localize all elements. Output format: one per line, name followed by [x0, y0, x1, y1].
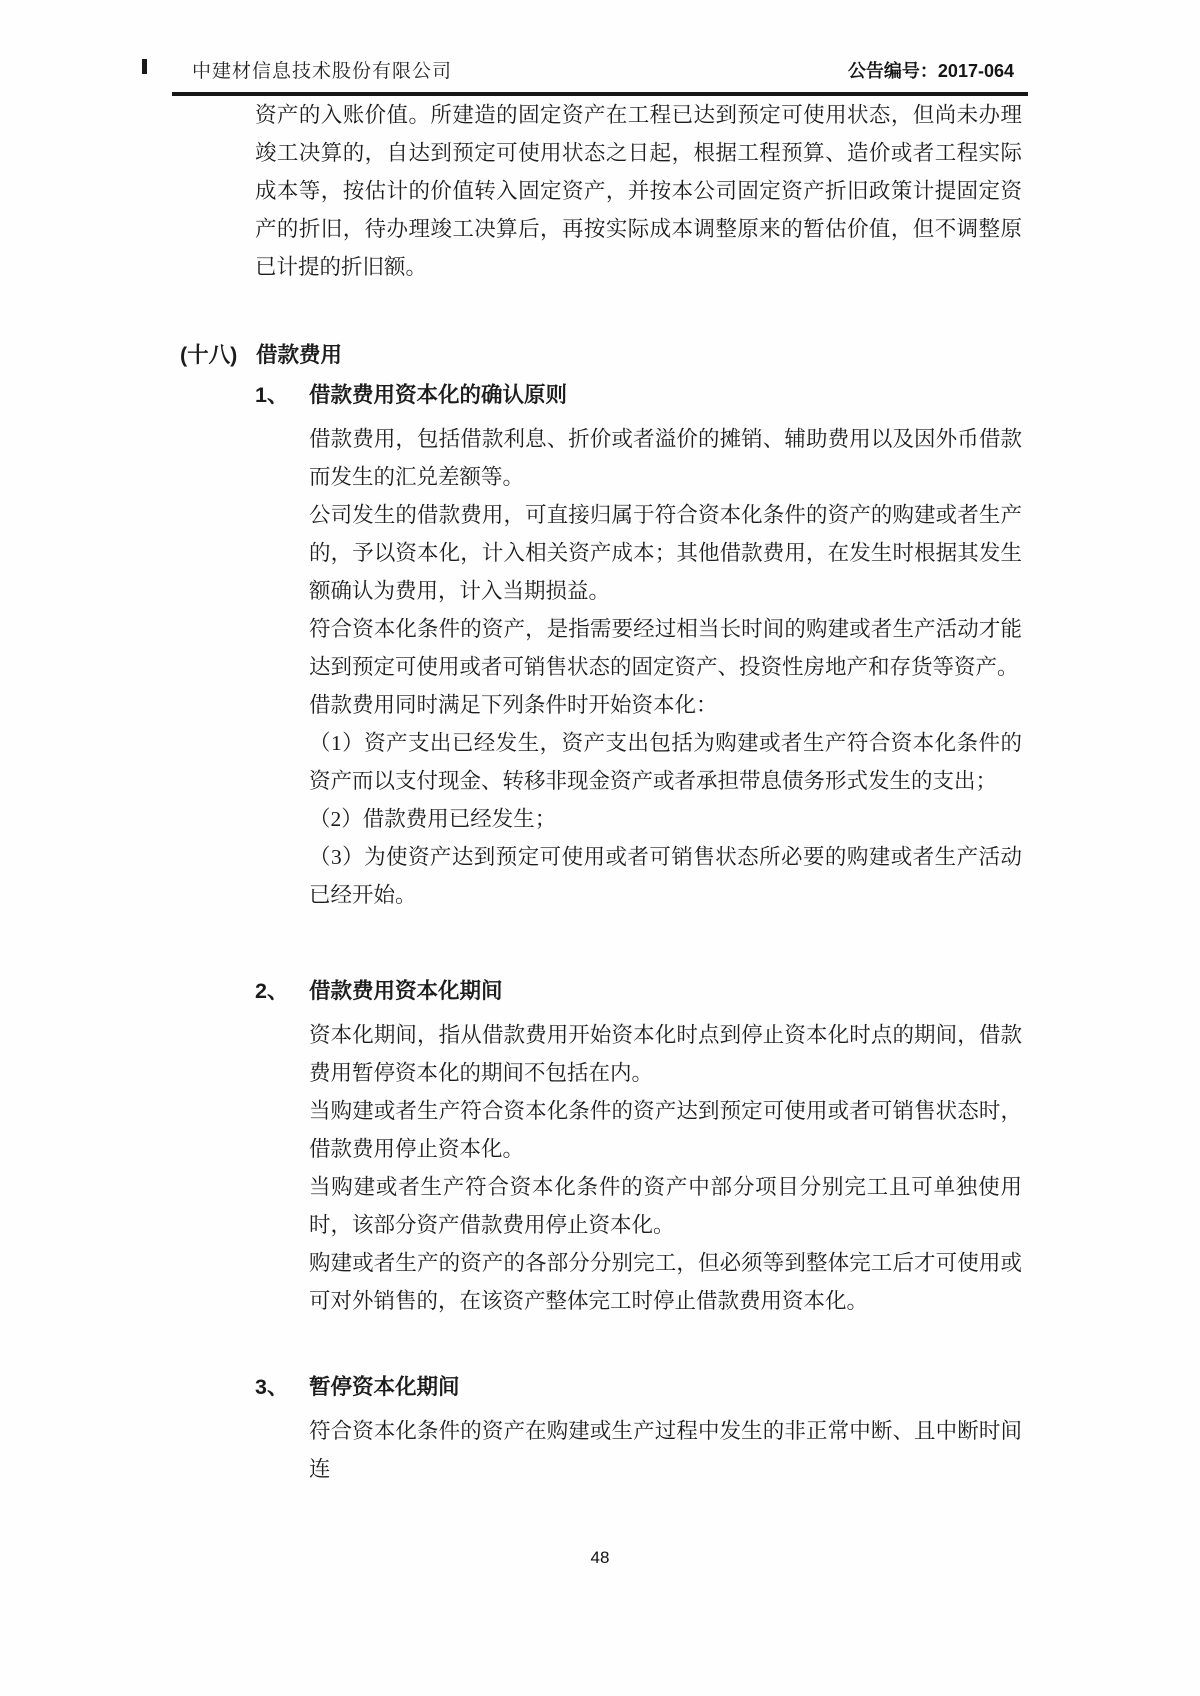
paragraph: 当购建或者生产符合资本化条件的资产中部分项目分别完工且可单独使用时，该部分资产借款费用停止资本化。 — [309, 1175, 1022, 1237]
subsection-number: 2、 — [255, 979, 289, 1003]
subsection-body — [309, 1016, 1022, 1320]
page-footer — [0, 1548, 1200, 1568]
company-name: 中建材信息技术股份有限公司 — [192, 61, 453, 82]
intro-paragraph: 资产的入账价值。所建造的固定资产在工程已达到预定可使用状态，但尚未办理竣工决算的，自达到预定可使用状态之日起，根据工程预算、造价或者工程实际成本等，按估计的价值转入固定资产，并按本公司固定资产折旧政策计提固定资产的折旧，待办理竣工决算后，再按实际成本调整原来的暂估价值，但不调整原已计提的折旧额。 — [255, 103, 1022, 279]
subsection-title: 暂停资本化期间 — [309, 1375, 460, 1399]
subsection-heading — [255, 376, 1022, 414]
paragraph: （2）借款费用已经发生； — [309, 807, 557, 831]
paragraph: 公司发生的借款费用，可直接归属于符合资本化条件的资产的购建或者生产的，予以资本化，计入相关资产成本；其他借款费用，在发生时根据其发生额确认为费用，计入当期损益。 — [309, 503, 1022, 603]
paragraph: 符合资本化条件的资产，是指需要经过相当长时间的购建或者生产活动才能达到预定可使用或者可销售状态的固定资产、投资性房地产和存货等资产。 — [309, 617, 1022, 679]
document-body — [180, 96, 1022, 1488]
section-heading — [180, 336, 1022, 374]
section-title: 借款费用 — [256, 343, 343, 367]
page-number: 48 — [590, 1548, 610, 1567]
subsection-number: 3、 — [255, 1375, 289, 1399]
paragraph: 借款费用同时满足下列条件时开始资本化： — [309, 693, 718, 717]
subsection-number: 1、 — [255, 383, 289, 407]
subsection-title: 借款费用资本化期间 — [309, 979, 503, 1003]
subsection-body — [309, 420, 1022, 914]
page-header — [172, 0, 1028, 96]
subsection-heading — [255, 1368, 1022, 1406]
paragraph: 符合资本化条件的资产在购建或生产过程中发生的非正常中断、且中断时间连 — [309, 1419, 1022, 1481]
paragraph: 借款费用，包括借款利息、折价或者溢价的摊销、辅助费用以及因外币借款而发生的汇兑差额等。 — [309, 427, 1022, 489]
paragraph: 资本化期间，指从借款费用开始资本化时点到停止资本化时点的期间，借款费用暂停资本化的期间不包括在内。 — [309, 1023, 1022, 1085]
subsection-body — [309, 1412, 1022, 1488]
scan-artifact — [142, 59, 147, 74]
subsection-2 — [255, 972, 1022, 1320]
subsection-title: 借款费用资本化的确认原则 — [309, 383, 568, 407]
paragraph: 当购建或者生产符合资本化条件的资产达到预定可使用或者可销售状态时，借款费用停止资本化。 — [309, 1099, 1022, 1161]
subsection-1 — [255, 376, 1022, 914]
announcement-number: 公告编号：2017-064 — [847, 61, 1014, 81]
subsection-3 — [255, 1368, 1022, 1488]
paragraph: （3）为使资产达到预定可使用或者可销售状态所必要的购建或者生产活动已经开始。 — [309, 845, 1022, 907]
section-number: (十八) — [180, 343, 238, 367]
paragraph: 购建或者生产的资产的各部分分别完工，但必须等到整体完工后才可使用或可对外销售的，在该资产整体完工时停止借款费用资本化。 — [309, 1251, 1022, 1313]
paragraph: （1）资产支出已经发生，资产支出包括为购建或者生产符合资本化条件的资产而以支付现金、转移非现金资产或者承担带息债务形式发生的支出； — [309, 731, 1022, 793]
subsection-heading — [255, 972, 1022, 1010]
